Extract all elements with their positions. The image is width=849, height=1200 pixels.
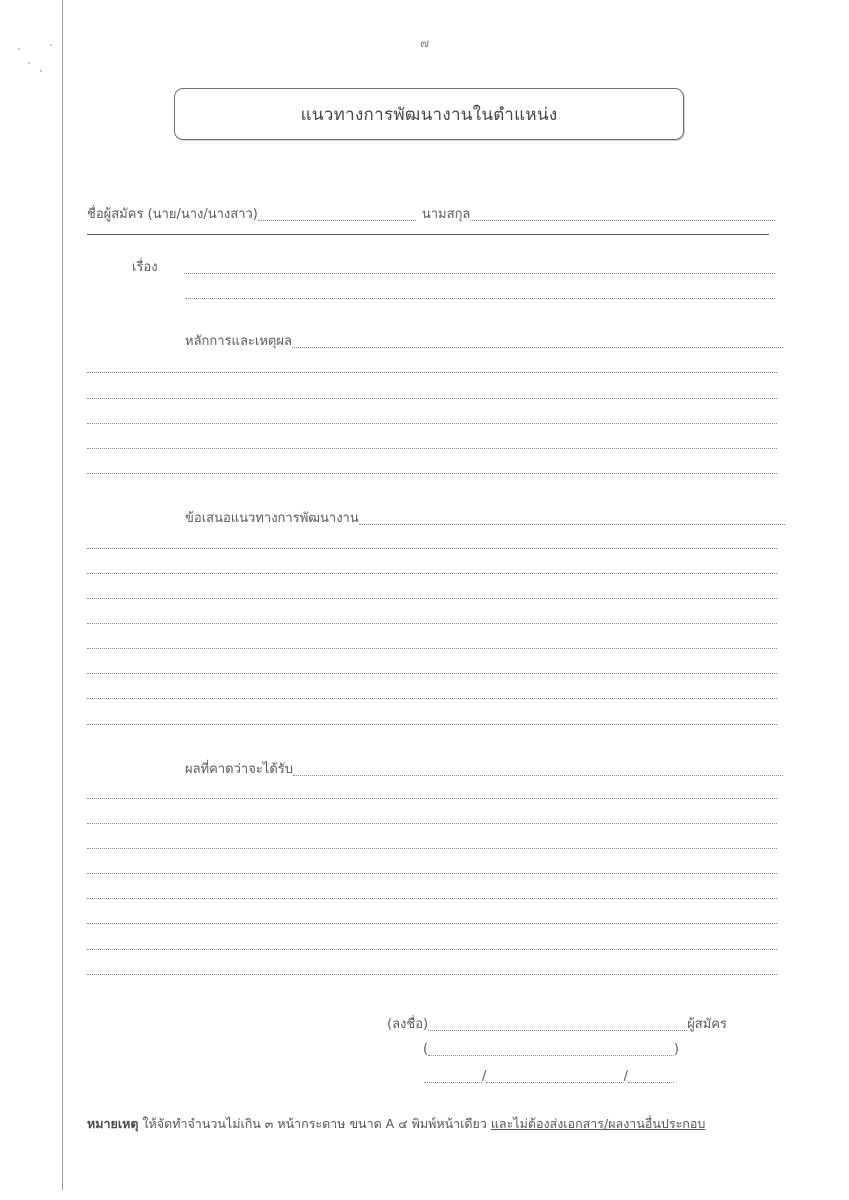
proposal-line[interactable] [87,548,777,549]
proposal-line[interactable] [87,598,777,599]
principles-field[interactable] [292,335,783,348]
principles-line[interactable] [87,398,777,399]
page-margin-line [62,0,63,1190]
principles-label: หลักการและเหตุผล [185,334,292,349]
proposal-line[interactable] [87,724,777,725]
applicant-name-label: ชื่อผู้สมัคร (นาย/นาง/นางสาว) [87,207,258,222]
note-underlined-text: และไม่ต้องส่งเอกสาร/ผลงานอื่นประกอบ [490,1116,706,1131]
signature-row [387,1016,727,1034]
proposal-line[interactable] [87,673,777,674]
proposal-line[interactable] [87,698,777,699]
date-separator: / [623,1069,628,1084]
principles-line[interactable] [87,423,777,424]
printed-name-row [423,1041,679,1059]
footer-note [87,1114,705,1134]
expected-line[interactable] [87,898,777,899]
header-divider [87,234,769,235]
date-day-field[interactable] [424,1070,482,1083]
page-title: แนวทางการพัฒนางานในตำแหน่ง [300,104,558,125]
expected-line[interactable] [87,873,777,874]
date-month-field[interactable] [486,1070,623,1083]
applicant-surname-field[interactable] [470,208,775,221]
sign-label: (ลงชื่อ) [387,1017,429,1032]
proposal-row [185,510,785,528]
date-year-field[interactable] [628,1070,674,1083]
principles-row [185,333,783,351]
date-row [424,1068,674,1086]
note-label: หมายเหตุ [87,1116,139,1131]
proposal-line[interactable] [87,623,777,624]
expected-line[interactable] [87,823,777,824]
topic-row [132,259,775,277]
expected-field[interactable] [293,763,783,776]
expected-line[interactable] [87,923,777,924]
principles-line[interactable] [87,473,777,474]
expected-line[interactable] [87,949,777,950]
applicant-name-field[interactable] [258,208,416,221]
applicant-role-label: ผู้สมัคร [687,1017,727,1032]
signature-field[interactable] [428,1018,687,1031]
proposal-line[interactable] [87,573,777,574]
principles-line[interactable] [87,372,777,373]
proposal-line[interactable] [87,648,777,649]
date-separator: / [482,1069,487,1084]
scan-speck [40,70,42,72]
page-number: ๗ [419,36,430,50]
open-paren: ( [423,1042,429,1057]
note-text: ให้จัดทำจำนวนไม่เกิน ๓ หน้ากระดาษ ขนาด A ๔ พิมพ์หน้าเดียว [138,1116,491,1131]
proposal-field[interactable] [359,512,785,525]
expected-line[interactable] [87,798,777,799]
principles-line[interactable] [87,448,777,449]
expected-line[interactable] [87,848,777,849]
expected-row [185,761,783,779]
printed-name-field[interactable] [428,1043,674,1056]
applicant-surname-label: นามสกุล [421,207,471,222]
expected-line[interactable] [87,974,777,975]
topic-field-line-1[interactable] [184,261,775,274]
topic-field-line-2[interactable] [185,298,775,299]
topic-label: เรื่อง [132,260,158,275]
expected-label: ผลที่คาดว่าจะได้รับ [185,762,294,777]
proposal-label: ข้อเสนอแนวทางการพัฒนางาน [185,511,359,526]
applicant-row [87,206,775,224]
scan-speck [28,62,30,64]
close-paren: ) [673,1042,679,1057]
title-box [174,88,684,140]
